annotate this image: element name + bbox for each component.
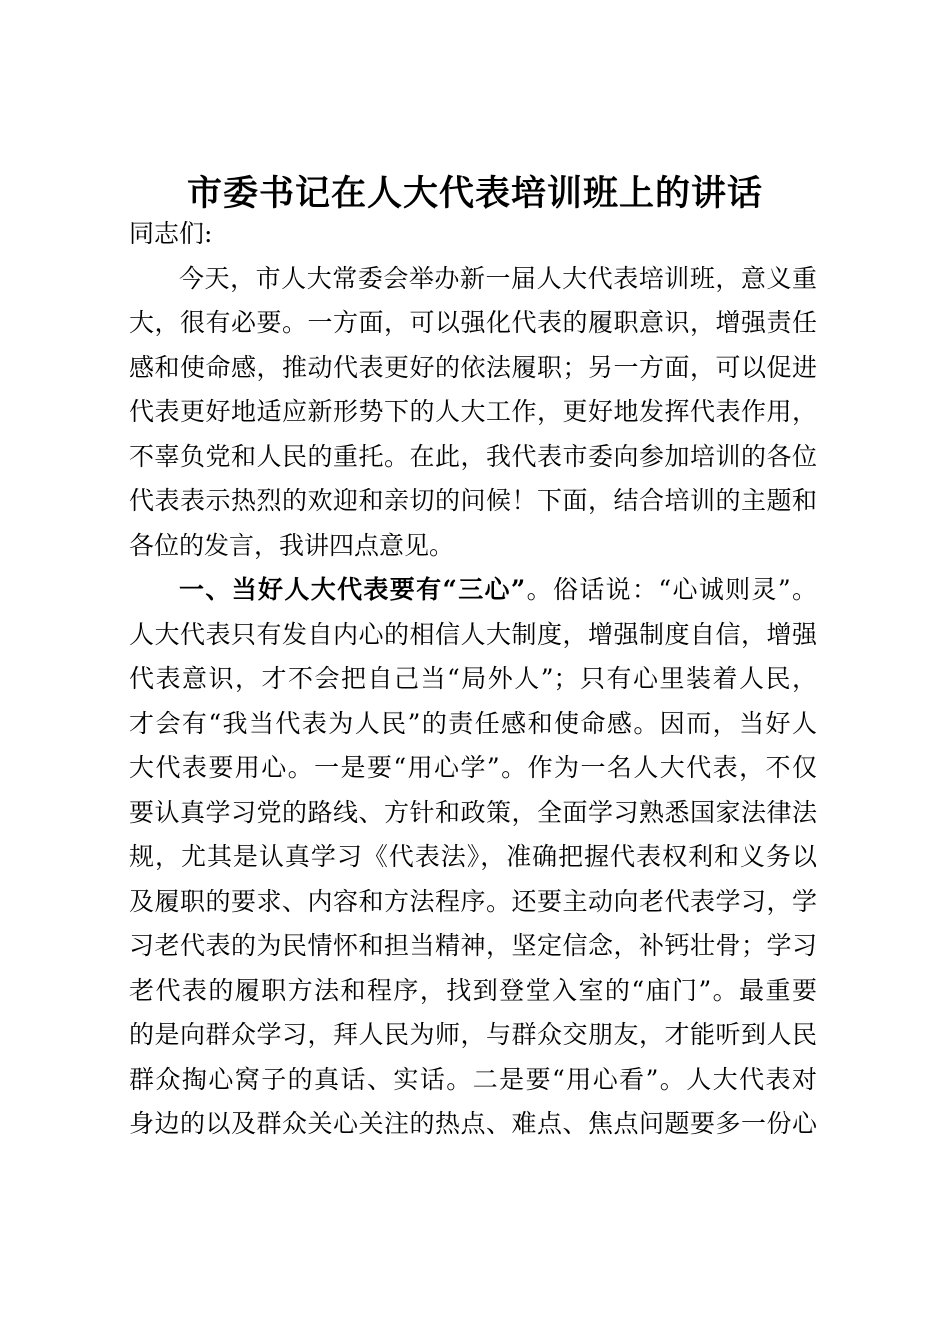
paragraph-line: 大代表要用心。一是要“用心学”。作为一名人大代表，不仅 <box>129 753 817 782</box>
paragraph-line: 人大代表只有发自内心的相信人大制度，增强制度自信，增强 <box>129 619 817 649</box>
paragraph-line: 各位的发言，我讲四点意见。 <box>129 530 455 560</box>
section-heading: 一、当好人大代表要有“三心” <box>179 575 526 604</box>
paragraph-line: 今天，市人大常委会举办新一届人大代表培训班，意义重 <box>179 263 817 293</box>
paragraph-line: 大，很有必要。一方面，可以强化代表的履职意识，增强责任 <box>129 308 817 337</box>
paragraph-line: 不辜负党和人民的重托。在此，我代表市委向参加培训的各位 <box>129 441 817 471</box>
section-one <box>129 568 817 1147</box>
paragraph-line: 群众掏心窝子的真话、实话。二是要“用心看”。人大代表对 <box>129 1064 817 1094</box>
paragraph-line: 代表表示热烈的欢迎和亲切的问候！下面，结合培训的主题和 <box>129 486 817 515</box>
paragraph-line: 感和使命感，推动代表更好的依法履职；另一方面，可以促进 <box>129 352 817 382</box>
paragraph-line: 身边的以及群众关心关注的热点、难点、焦点问题要多一份心 <box>129 1109 817 1138</box>
salutation: 同志们: <box>129 219 213 248</box>
paragraph-line: 代表意识，才不会把自己当“局外人”；只有心里装着人民， <box>129 664 817 693</box>
paragraph-line: 规，尤其是认真学习《代表法》，准确把握代表权利和义务以 <box>129 842 817 871</box>
section-heading-line <box>129 568 817 613</box>
paragraph-line: 代表更好地适应新形势下的人大工作，更好地发挥代表作用， <box>129 397 817 426</box>
paragraph-line: 老代表的履职方法和程序，找到登堂入室的“庙门”。最重要 <box>129 975 817 1005</box>
paragraph-line: 才会有“我当代表为人民”的责任感和使命感。因而，当好人 <box>129 708 817 738</box>
paragraph-line: 及履职的要求、内容和方法程序。还要主动向老代表学习，学 <box>129 886 817 916</box>
document-body <box>129 212 817 1147</box>
paragraph-line: 要认真学习党的路线、方针和政策，全面学习熟悉国家法律法 <box>129 797 817 827</box>
paragraph-line: 习老代表的为民情怀和担当精神，坚定信念，补钙壮骨；学习 <box>129 931 817 960</box>
section-heading-rest: 。俗话说：“心诚则灵”。 <box>525 575 818 604</box>
paragraph-opening <box>129 257 817 569</box>
document-title: 市委书记在人大代表培训班上的讲话 <box>186 173 763 214</box>
paragraph-line: 的是向群众学习，拜人民为师，与群众交朋友，才能听到人民 <box>129 1020 817 1049</box>
